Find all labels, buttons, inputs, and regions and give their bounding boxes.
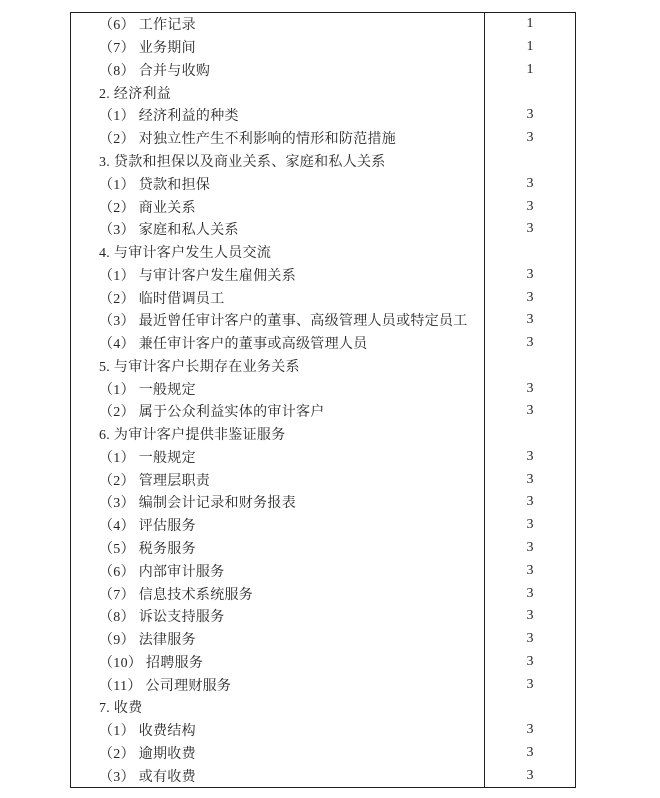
row-score: [485, 150, 575, 173]
row-label: （2） 属于公众利益实体的审计客户: [71, 400, 485, 423]
table-row: [71, 764, 575, 787]
table-row: [71, 628, 575, 651]
row-score: 1: [526, 61, 534, 77]
row-label: （3） 编制会计记录和财务报表: [71, 491, 485, 514]
row-label: 5. 与审计客户长期存在业务关系: [71, 354, 485, 377]
row-label: （1） 经济利益的种类: [71, 104, 485, 127]
row-label: （7） 信息技术系统服务: [71, 582, 485, 605]
row-label: 7. 收费: [71, 696, 485, 719]
table-row: [71, 13, 575, 36]
table-row: [71, 491, 575, 514]
table-row: [71, 36, 575, 59]
row-label: （2） 管理层职责: [71, 468, 485, 491]
table-row: [71, 172, 575, 195]
row-score: 3: [526, 266, 534, 282]
row-label: （3） 家庭和私人关系: [71, 218, 485, 241]
row-score: 3: [526, 130, 534, 146]
row-score: 3: [526, 312, 534, 328]
row-score: 3: [526, 175, 534, 191]
row-label: （10） 招聘服务: [71, 650, 485, 673]
row-score: 3: [526, 221, 534, 237]
table-row: [71, 127, 575, 150]
table-row: [71, 195, 575, 218]
row-label: （6） 内部审计服务: [71, 559, 485, 582]
row-label: （2） 临时借调员工: [71, 286, 485, 309]
table-row: [71, 537, 575, 560]
row-score: 3: [526, 653, 534, 669]
row-label: （1） 收费结构: [71, 719, 485, 742]
row-label: （1） 一般规定: [71, 446, 485, 469]
row-score: 3: [526, 585, 534, 601]
row-label: （9） 法律服务: [71, 628, 485, 651]
row-label: （11） 公司理财服务: [71, 673, 485, 696]
table-row: [71, 446, 575, 469]
table-row: [71, 719, 575, 742]
table-row: [71, 309, 575, 332]
row-label: （3） 或有收费: [71, 764, 485, 787]
row-score: 3: [526, 494, 534, 510]
table-row: [71, 218, 575, 241]
row-label: 4. 与审计客户发生人员交流: [71, 241, 485, 264]
table-row: [71, 354, 575, 377]
row-score: 1: [526, 39, 534, 55]
table-row: [71, 104, 575, 127]
row-label: （1） 与审计客户发生雇佣关系: [71, 263, 485, 286]
table-row: [71, 400, 575, 423]
table-row: [71, 286, 575, 309]
table-row: [71, 468, 575, 491]
row-score: 3: [526, 744, 534, 760]
row-score: 3: [526, 562, 534, 578]
row-score: 3: [526, 380, 534, 396]
row-score: 3: [526, 107, 534, 123]
table-row: [71, 650, 575, 673]
row-score: 3: [526, 608, 534, 624]
row-label: （4） 评估服务: [71, 514, 485, 537]
row-label: （2） 对独立性产生不利影响的情形和防范措施: [71, 127, 485, 150]
row-label: 2. 经济利益: [71, 81, 485, 104]
row-score: [485, 354, 575, 377]
row-score: 3: [526, 471, 534, 487]
table-row: [71, 423, 575, 446]
row-score: 3: [526, 198, 534, 214]
row-label: （1） 一般规定: [71, 377, 485, 400]
row-label: 6. 为审计客户提供非鉴证服务: [71, 423, 485, 446]
row-score: 3: [526, 403, 534, 419]
row-score: 3: [526, 539, 534, 555]
row-label: （6） 工作记录: [71, 13, 485, 36]
row-score: [485, 696, 575, 719]
row-score: 3: [526, 517, 534, 533]
table-row: [71, 59, 575, 82]
row-score: 3: [526, 289, 534, 305]
row-score: 3: [526, 676, 534, 692]
row-label: （7） 业务期间: [71, 36, 485, 59]
row-score: 3: [526, 448, 534, 464]
row-score: 3: [526, 335, 534, 351]
table-row: [71, 559, 575, 582]
row-label: （1） 贷款和担保: [71, 172, 485, 195]
row-label: （2） 商业关系: [71, 195, 485, 218]
table-row: [71, 241, 575, 264]
table-row: [71, 263, 575, 286]
row-score: 1: [526, 16, 534, 32]
row-label: （2） 逾期收费: [71, 742, 485, 765]
row-score: [485, 423, 575, 446]
row-score: [485, 81, 575, 104]
table-row: [71, 150, 575, 173]
table-row: [71, 582, 575, 605]
table-row: [71, 696, 575, 719]
table-row: [71, 605, 575, 628]
table-row: [71, 377, 575, 400]
table-row: [71, 332, 575, 355]
table-row: [71, 742, 575, 765]
row-label: （8） 诉讼支持服务: [71, 605, 485, 628]
row-label: 3. 贷款和担保以及商业关系、家庭和私人关系: [71, 150, 485, 173]
row-score: 3: [526, 631, 534, 647]
table-row: [71, 673, 575, 696]
row-label: （4） 兼任审计客户的董事或高级管理人员: [71, 332, 485, 355]
row-label: （8） 合并与收购: [71, 59, 485, 82]
row-label: （5） 税务服务: [71, 537, 485, 560]
table-row: [71, 514, 575, 537]
row-score: 3: [526, 767, 534, 783]
table-row: [71, 81, 575, 104]
row-label: （3） 最近曾任审计客户的董事、高级管理人员或特定员工: [71, 309, 485, 332]
syllabus-score-table: [70, 12, 576, 788]
row-score: 3: [526, 722, 534, 738]
row-score: [485, 241, 575, 264]
